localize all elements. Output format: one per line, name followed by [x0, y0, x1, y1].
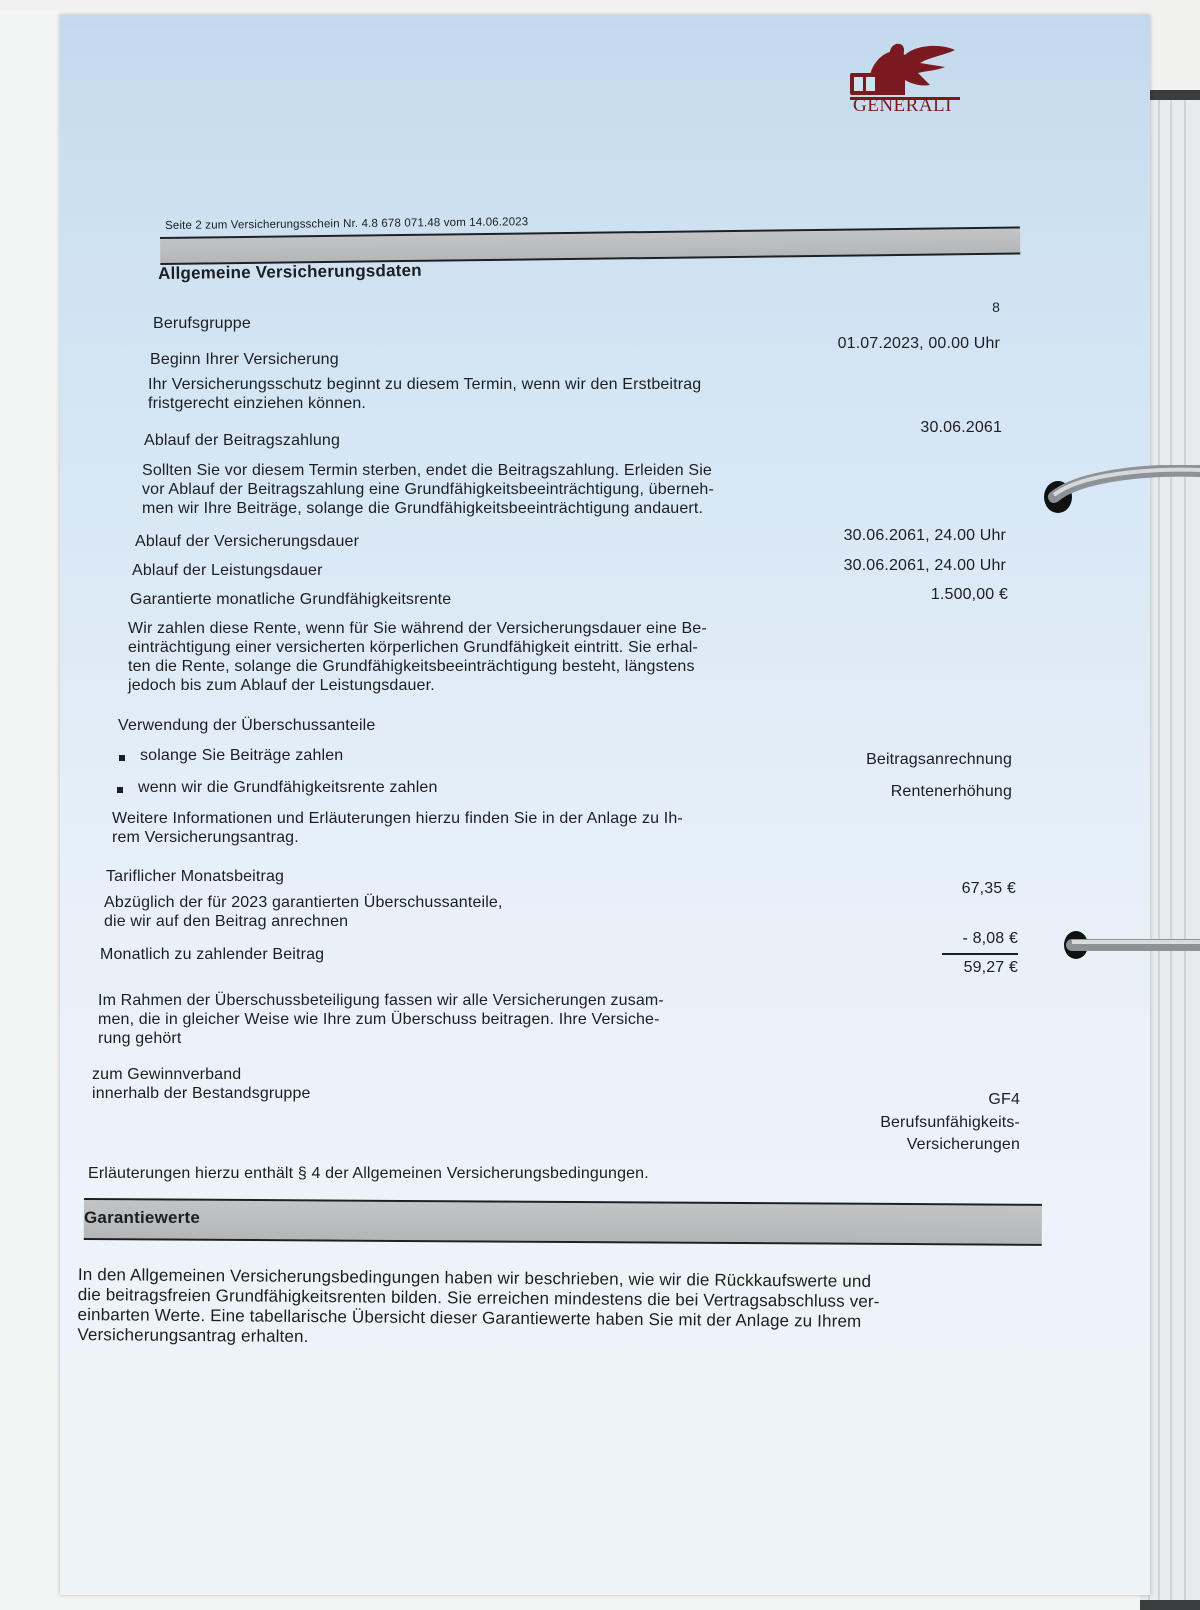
bullet1-value: Beitragsanrechnung	[866, 751, 1012, 768]
tarif-label: Tariflicher Monatsbeitrag	[106, 868, 285, 885]
gewinn-value: GF4	[988, 1091, 1020, 1108]
ueberschuss-label: Verwendung der Überschussanteile	[118, 717, 376, 734]
berufsgruppe-value: 8	[992, 299, 1000, 315]
beginn-text: Ihr Versicherungsschutz beginnt zu diesem Termin, wenn wir den Erstbeitrag fristgerecht einziehen können.	[148, 376, 702, 412]
abzug-value: - 8,08 €	[962, 930, 1018, 947]
bullet-marker	[119, 755, 125, 761]
binder-ring-lower	[1060, 925, 1200, 965]
abzug-text: Abzüglich der für 2023 garantierten Überschussanteile, die wir auf den Beitrag anrechnen	[104, 894, 503, 930]
page-reference: Seite 2 zum Versicherungsschein Nr. 4.8 678 071.48 vom 14.06.2023	[165, 216, 529, 232]
garantiewerte-text: In den Allgemeinen Versicherungsbedingungen haben wir beschrieben, wie wir die Rückkaufswerte und die beitragsfreien Grundfähigkeitsrenten bilden. Sie erreichen mindestens die bei Vertragsabschluss ver- einbarten Werte. Eine tabellarische Übersicht dieser Garantiewerte haben Sie mit der Anlage zu Ihrem Versicherungsantrag erhalten.	[77, 1265, 880, 1347]
beginn-label: Beginn Ihrer Versicherung	[150, 351, 339, 368]
section-title-garantiewerte: Garantiewerte	[84, 1208, 200, 1227]
monatlich-label: Monatlich zu zahlender Beitrag	[100, 946, 325, 963]
ablauf-beitrag-label: Ablauf der Beitragszahlung	[144, 432, 341, 449]
gewinn-label: zum Gewinnverband innerhalb der Bestandsgruppe	[92, 1066, 311, 1102]
bullet-marker	[117, 787, 123, 793]
document-page	[60, 15, 1150, 1595]
ablauf-leist-label: Ablauf der Leistungsdauer	[132, 562, 323, 579]
weitere-text: Weitere Informationen und Erläuterungen hierzu finden Sie in der Anlage zu Ih- rem Versicherungsantrag.	[112, 810, 683, 846]
rente-value: 1.500,00 €	[930, 586, 1008, 603]
bullet1-label: solange Sie Beiträge zahlen	[140, 747, 344, 764]
bullet2-value: Rentenerhöhung	[890, 783, 1012, 800]
bestand-value: Berufsunfähigkeits- Versicherungen	[880, 1114, 1020, 1153]
rente-text: Wir zahlen diese Rente, wenn für Sie während der Versicherungsdauer eine Be- einträchtigung einer versicherten körperlichen Grundfähigkeit eintritt. Sie erhal- ten die Rente, solange die Grundfähigkeitsbeeinträchtigung besteht, längstens jedoch bis zum Ablauf der Leistungsdauer.	[128, 620, 707, 694]
tarif-value: 67,35 €	[961, 880, 1016, 897]
ablauf-vers-value: 30.06.2061, 24.00 Uhr	[843, 527, 1006, 544]
ablauf-beitrag-text: Sollten Sie vor diesem Termin sterben, endet die Beitragszahlung. Erleiden Sie vor Ablauf der Beitragszahlung eine Grundfähigkeitsbeeinträchtigung, überneh- men wir Ihre Beiträge, solange die Grundfähigkeitsbeeinträchtigung andauert.	[142, 462, 714, 517]
section-title-allgemeine: Allgemeine Versicherungsdaten	[158, 260, 422, 283]
section-bar-allgemeine	[160, 226, 1020, 265]
ablauf-beitrag-value: 30.06.2061	[920, 419, 1002, 436]
rente-label: Garantierte monatliche Grundfähigkeitsrente	[130, 591, 452, 608]
section-bar-garantiewerte	[84, 1198, 1042, 1246]
sum-divider	[942, 953, 1018, 955]
rahmen-text: Im Rahmen der Überschussbeteiligung fassen wir alle Versicherungen zusam- men, die in gleicher Weise wie Ihre zum Überschuss beitragen. Ihre Versiche- rung gehört	[98, 992, 664, 1047]
monatlich-value: 59,27 €	[963, 959, 1018, 976]
erlaeut-text: Erläuterungen hierzu enthält § 4 der Allgemeinen Versicherungsbedingungen.	[88, 1165, 649, 1182]
berufsgruppe-label: Berufsgruppe	[153, 315, 251, 332]
ablauf-vers-label: Ablauf der Versicherungsdauer	[135, 533, 360, 550]
bullet2-label: wenn wir die Grundfähigkeitsrente zahlen	[138, 779, 438, 796]
brand-name: GENERALI	[853, 95, 952, 116]
beginn-value: 01.07.2023, 00.00 Uhr	[837, 335, 1000, 352]
binder-ring-upper	[1040, 465, 1200, 525]
ablauf-leist-value: 30.06.2061, 24.00 Uhr	[843, 557, 1006, 574]
